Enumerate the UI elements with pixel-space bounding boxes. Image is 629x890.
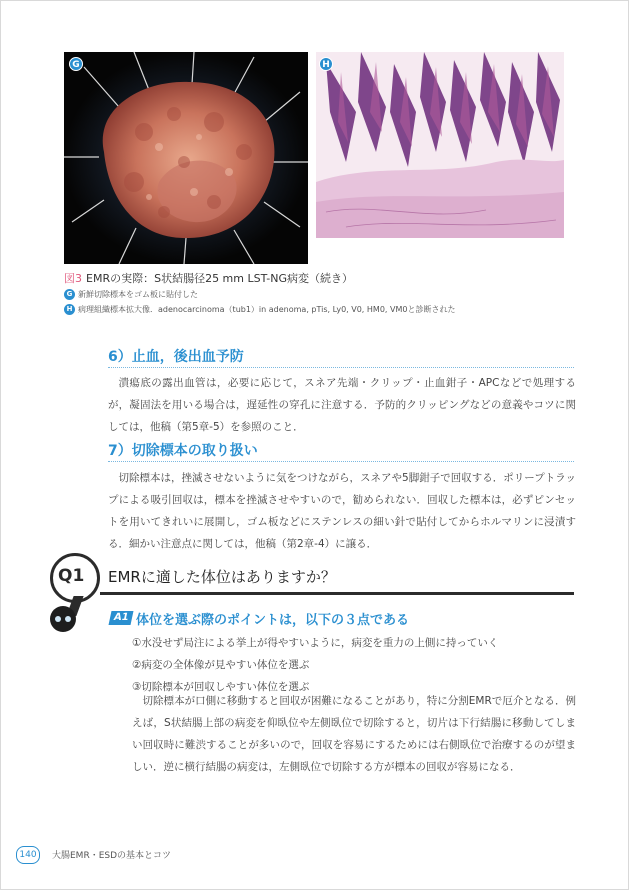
scope-lens-left — [55, 616, 61, 622]
endoscopic-photo — [64, 52, 308, 264]
a1-point-2: ②病変の全体像が見やすい体位を選ぶ — [132, 659, 310, 671]
caption-item-h — [64, 304, 455, 315]
book-title: 大腸EMR・ESDの基本とコツ — [52, 851, 172, 861]
figure-caption-title — [64, 270, 353, 286]
figure-number: 図3 — [64, 272, 82, 285]
specimen-illustration — [64, 52, 308, 264]
caption-text-h: 病理組織標本拡大像．adenocarcinoma（tub1）in adenoma, pTis, Ly0, V0, HM0, VM0と診断された — [78, 305, 456, 314]
scope-lens-right — [65, 616, 71, 622]
a1-point-3: ③切除標本が回収しやすい体位を選ぶ — [132, 681, 310, 693]
figure-h-badge: H — [319, 57, 333, 71]
page-number: 140 — [16, 846, 40, 864]
endoscope-tip-icon — [50, 606, 76, 632]
section-6-body: 潰瘍底の露出血管は，必要に応じて，スネア先端・クリップ・止血鉗子・APCなどで処理するが，凝固法を用いる場合は，遅延性の穿孔に注意する．予防的クリッピングなどの意義やコツに関しては，他稿（第5章-5）を参照のこと． — [108, 377, 576, 433]
section-6-heading: 6）止血，後出血予防 — [108, 349, 244, 365]
a1-heading: 体位を選ぶ際のポイントは，以下の３点である — [136, 613, 410, 628]
caption-item-g — [64, 289, 198, 300]
figure-g-badge: G — [69, 57, 83, 71]
a1-point-1: ①水没せず局注による挙上が得やすいように，病変を重力の上側に持っていく — [132, 637, 499, 649]
histology-photo — [316, 52, 564, 238]
q1-label: Q1 — [58, 566, 85, 586]
section-6-rule — [108, 367, 574, 368]
figure-title: EMRの実際：S状結腸径25 mm LST-NG病変（続き） — [86, 272, 354, 285]
a1-label: A1 — [109, 611, 134, 625]
q1-rule — [100, 592, 574, 595]
section-7-body: 切除標本は，挫滅させないように気をつけながら，スネアや5脚鉗子で回収する．ポリープトラップによる吸引回収は，標本を挫滅させやすいので，勧められない．回収した標本は，必ずピンセットを用いてきれいに展開し，ゴム板などにステンレスの細い針で貼付してからホルマリンに浸漬する．細かい注意点に関しては，他稿（第2章-4）に譲る． — [108, 472, 576, 550]
section-7-heading: 7）切除標本の取り扱い — [108, 443, 258, 459]
histology-illustration — [316, 52, 564, 238]
caption-text-g: 新鮮切除標本をゴム板に貼付した — [78, 290, 198, 299]
a1-body: 切除標本が口側に移動すると回収が困難になることがあり，特に分割EMRで厄介となる．例えば，S状結腸上部の病変を仰臥位や左側臥位で切除すると，切片は下行結腸に移動してしまい回収時に難渋することが多いので，回収を容易にするためには右側臥位で治療するのが望ましい．逆に横行結腸の病変は，左側臥位で切除する方が標本の回収が容易になる． — [132, 695, 576, 773]
caption-badge-h: H — [64, 304, 75, 315]
caption-badge-g: G — [64, 289, 75, 300]
section-7-rule — [108, 461, 574, 462]
q1-question: EMRに適した体位はありますか？ — [108, 568, 336, 586]
